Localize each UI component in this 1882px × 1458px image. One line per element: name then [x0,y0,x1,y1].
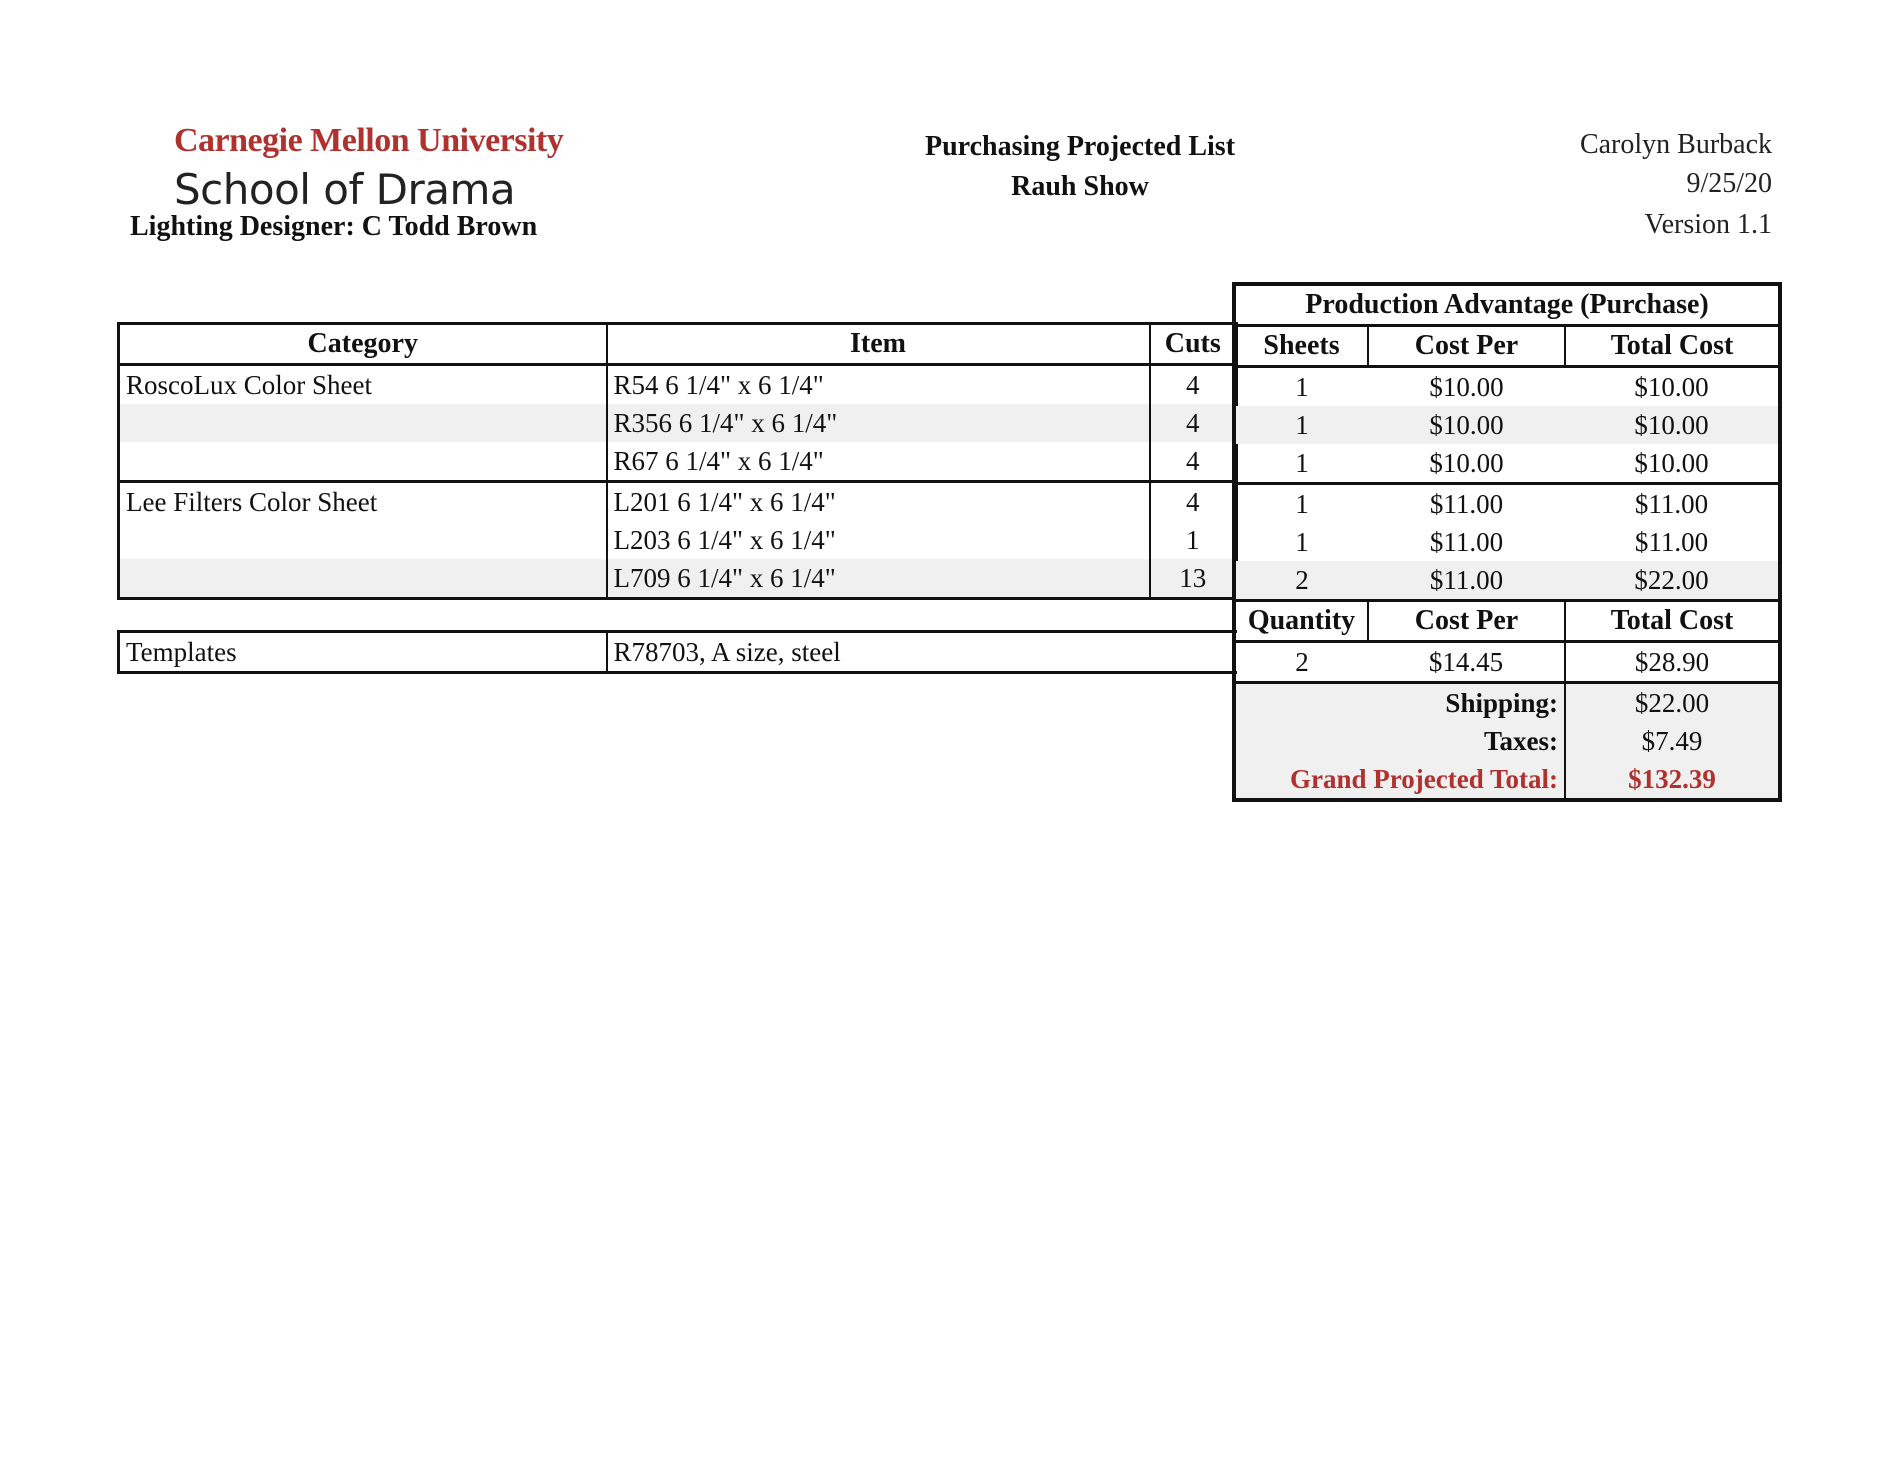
document-version: Version 1.1 [1644,209,1772,240]
templates-vendor-row [1234,642,1780,683]
category-cell: RoscoLux Color Sheet [119,365,607,405]
item-cell: L709 6 1/4" x 6 1/4" [607,559,1150,599]
table-row [1234,561,1780,601]
sheets-cell: 1 [1295,448,1309,478]
quantity-header-row [1234,601,1780,642]
cost-per-cell: $10.00 [1429,372,1504,402]
sheets-cell: 1 [1295,372,1309,402]
item-cell: R67 6 1/4" x 6 1/4" [607,442,1150,482]
table-row [119,559,1237,599]
author-name: Carolyn Burback [1579,129,1772,160]
table-row [119,404,1237,442]
templates-table [117,630,1237,674]
items-table [117,322,1238,600]
school-of-drama-logo-text: School of Drama [174,165,516,214]
item-cell: L201 6 1/4" x 6 1/4" [607,482,1150,522]
total-cost-cell: $11.00 [1634,527,1709,557]
shipping-label: Shipping: [1234,683,1565,723]
table-row [1234,444,1780,484]
vendor-name: Production Advantage (Purchase) [1305,289,1709,320]
category-cell: Templates [119,632,607,673]
cost-per-header: Cost Per [1368,601,1565,642]
shipping-row [1234,683,1780,723]
table-row [1234,523,1780,561]
items-table-header [119,324,1237,365]
quantity-header: Quantity [1234,601,1368,642]
vendor-table [1232,282,1782,802]
table-row [119,365,1237,405]
total-cost-cell: $22.00 [1634,565,1709,595]
cost-per-header: Cost Per [1368,326,1565,367]
taxes-row [1234,722,1780,760]
cost-per-cell: $10.00 [1429,410,1504,440]
total-cost-header: Total Cost [1610,605,1734,636]
cuts-header: Cuts [1164,328,1221,359]
taxes-value: $7.49 [1641,726,1703,756]
sheets-header: Sheets [1234,326,1368,367]
table-row [119,442,1237,482]
category-header: Category [119,324,607,365]
grand-total-value: $132.39 [1628,764,1716,794]
vendor-header-row [1234,284,1780,326]
cost-per-cell: $11.00 [1429,527,1504,557]
item-cell: R54 6 1/4" x 6 1/4" [607,365,1150,405]
total-cost-cell: $10.00 [1634,448,1709,478]
grand-total-row [1234,760,1780,800]
lighting-designer: Lighting Designer: C Todd Brown [130,211,538,242]
cmu-logo-text: Carnegie Mellon University [174,122,564,159]
item-cell: R356 6 1/4" x 6 1/4" [607,404,1150,442]
table-row [119,632,1237,673]
document-title: Purchasing Projected List [924,131,1236,162]
category-cell [119,404,607,442]
shipping-value: $22.00 [1634,688,1710,718]
cuts-cell: 4 [1186,446,1200,476]
category-cell: Lee Filters Color Sheet [119,482,607,522]
total-cost-cell: $10.00 [1634,372,1709,402]
grand-total-label: Grand Projected Total: [1234,760,1565,800]
table-row [1234,367,1780,407]
table-row [119,482,1237,522]
cuts-cell: 1 [1186,525,1200,555]
document-date: 9/25/20 [1686,168,1772,199]
sheets-cell: 2 [1295,565,1309,595]
sheets-cell: 1 [1295,527,1309,557]
total-cost-cell: $11.00 [1634,489,1709,519]
vendor-columns-row [1234,326,1780,367]
table-row [1234,406,1780,444]
cuts-cell: 4 [1186,370,1200,400]
table-row [119,521,1237,559]
cuts-cell: 4 [1186,408,1200,438]
cuts-cell: 13 [1179,563,1207,593]
cuts-cell: 4 [1186,487,1200,517]
item-cell: R78703, A size, steel [613,637,841,667]
category-cell [119,559,607,599]
item-cell: L203 6 1/4" x 6 1/4" [607,521,1150,559]
cost-per-cell: $10.00 [1429,448,1504,478]
sheets-cell: 1 [1295,410,1309,440]
cost-per-cell: $14.45 [1368,642,1565,683]
quantity-cell: 2 [1295,647,1309,677]
total-cost-header: Total Cost [1610,330,1734,361]
total-cost-cell: $10.00 [1634,410,1709,440]
show-name: Rauh Show [1011,171,1149,202]
category-cell [119,521,607,559]
cost-per-cell: $11.00 [1429,489,1504,519]
sheets-cell: 1 [1295,489,1309,519]
taxes-label: Taxes: [1234,722,1565,760]
item-header: Item [607,324,1150,365]
category-cell [119,442,607,482]
table-row [1234,484,1780,524]
total-cost-cell: $28.90 [1634,647,1710,677]
cost-per-cell: $11.00 [1429,565,1504,595]
